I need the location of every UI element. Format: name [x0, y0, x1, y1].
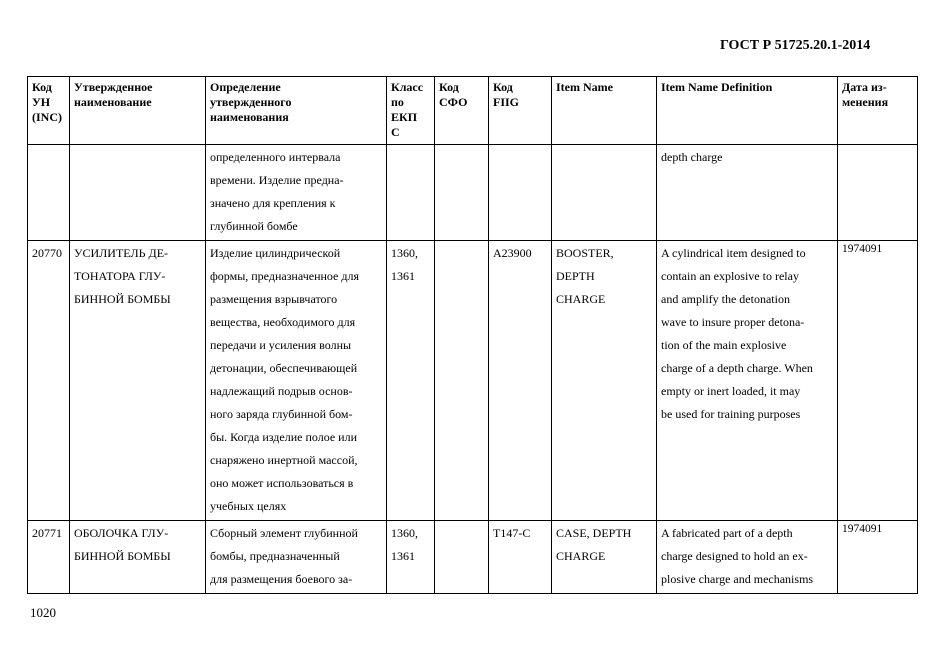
table-row	[28, 521, 918, 594]
table-cell	[435, 145, 489, 241]
table-cell: A cylindrical item designed to contain an explosive to relay and amplify the detonation wave to insure proper detona- tion of the main explosive charge of a depth charge. When empty or inert loaded, it may be used for training purposes	[657, 241, 838, 521]
table-row	[28, 241, 918, 521]
table-row	[28, 145, 918, 241]
table-cell: depth charge	[657, 145, 838, 241]
table-cell	[552, 145, 657, 241]
table-cell: BOOSTER, DEPTH CHARGE	[552, 241, 657, 521]
table-cell	[435, 521, 489, 594]
table-cell: 1974091	[838, 241, 918, 521]
table-cell	[838, 145, 918, 241]
page-number: 1020	[30, 605, 56, 620]
table-cell: УСИЛИТЕЛЬ ДЕ- ТОНАТОРА ГЛУ- БИННОЙ БОМБЫ	[70, 241, 206, 521]
document-header: ГОСТ Р 51725.20.1-2014	[720, 38, 871, 53]
table-cell: 1360, 1361	[387, 241, 435, 521]
table-cell: определенного интервала времени. Изделие предна- значено для крепления к глубинной бомбе	[206, 145, 387, 241]
column-header: Код СФО	[435, 77, 489, 145]
column-header: Утвержденное наименование	[70, 77, 206, 145]
table-cell	[70, 145, 206, 241]
table-header-row	[28, 77, 918, 145]
table-cell: 1360, 1361	[387, 521, 435, 594]
table-cell: Сборный элемент глубинной бомбы, предназначенный для размещения боевого за-	[206, 521, 387, 594]
table-cell: A23900	[489, 241, 552, 521]
column-header: Код УН (INC)	[28, 77, 70, 145]
column-header: Определение утвержденного наименования	[206, 77, 387, 145]
column-header: Класс по ЕКП С	[387, 77, 435, 145]
table-cell: T147-C	[489, 521, 552, 594]
column-header: Код FIIG	[489, 77, 552, 145]
table-cell: Изделие цилиндрической формы, предназначенное для размещения взрывчатого вещества, необходимого для передачи и усиления волны детонации, обеспечивающей надлежащий подрыв основ- ного заряда глубинной бом- бы. Когда изделие полое или снаряжено инертной массой, оно может использоваться в учебных целях	[206, 241, 387, 521]
column-header: Item Name Definition	[657, 77, 838, 145]
table-cell	[387, 145, 435, 241]
table-cell	[435, 241, 489, 521]
column-header: Item Name	[552, 77, 657, 145]
table-cell	[28, 145, 70, 241]
table-cell: A fabricated part of a depth charge designed to hold an ex- plosive charge and mechanisms	[657, 521, 838, 594]
table-cell: 20771	[28, 521, 70, 594]
data-table	[27, 76, 918, 594]
table-cell: 20770	[28, 241, 70, 521]
column-header: Дата из- менения	[838, 77, 918, 145]
table-cell: ОБОЛОЧКА ГЛУ- БИННОЙ БОМБЫ	[70, 521, 206, 594]
table-cell	[489, 145, 552, 241]
table-cell: CASE, DEPTH CHARGE	[552, 521, 657, 594]
table-cell: 1974091	[838, 521, 918, 594]
